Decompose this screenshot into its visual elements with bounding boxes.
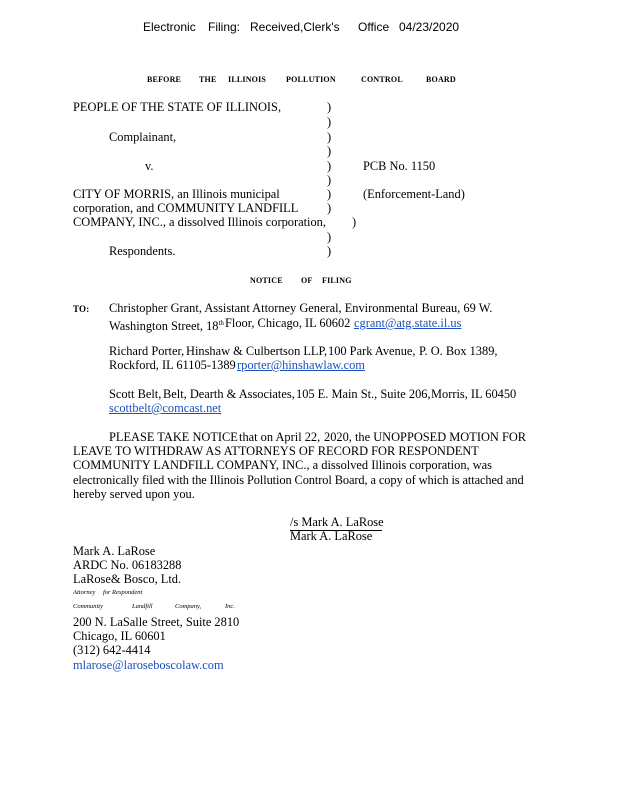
caption-paren: ) [327, 187, 332, 201]
caption-paren: ) [327, 100, 332, 114]
signature-slash: /s Mark A. LaRose [290, 515, 384, 529]
attorney-word-2: for [103, 589, 111, 596]
belt-name: Scott Belt, [109, 387, 162, 401]
versus-label: v. [145, 159, 154, 173]
paragraph-line-1b: that on April 22, [239, 430, 321, 444]
caption-paren: ) [327, 144, 332, 158]
header-electronic: Electronic [143, 20, 196, 34]
defendant-line-3: COMPANY, INC., a dissolved Illinois corporation, [73, 215, 326, 229]
notice-word-of: OF [301, 276, 313, 285]
defendant-line-2: corporation, and COMMUNITY LANDFILL [73, 201, 299, 215]
grant-street: Washington Street, 18 [109, 319, 219, 334]
client-word-1: Community [73, 603, 103, 610]
signature-name: Mark A. LaRose [290, 529, 373, 543]
board-word-pollution: POLLUTION [286, 75, 336, 84]
grant-city: Floor, Chicago, IL 60602 [225, 316, 351, 330]
grant-sup: th [218, 319, 224, 327]
notice-word-notice: NOTICE [250, 276, 283, 285]
header-filing: Filing: [208, 20, 241, 34]
paragraph-line-2: LEAVE TO WITHDRAW AS ATTORNEYS OF RECORD FOR RESPONDENT [73, 444, 479, 458]
footer-city: Chicago, IL 60601 [73, 629, 166, 643]
notice-word-filing: FILING [322, 276, 352, 285]
case-type: (Enforcement-Land) [363, 187, 465, 201]
plaintiff-name: PEOPLE OF THE STATE OF ILLINOIS, [73, 100, 282, 114]
belt-email-link[interactable]: scottbelt@comcast.net [109, 401, 222, 415]
client-word-3: Company, [175, 603, 202, 610]
board-word-illinois: ILLINOIS [228, 75, 267, 84]
belt-firm: Belt, Dearth & Associates, [163, 387, 295, 401]
paragraph-line-4: electronically filed with the Illinois Pollution Control Board, a copy of which is attached and [73, 473, 524, 487]
respondents-label: Respondents. [109, 244, 176, 258]
belt-city: Morris, IL 60450 [431, 387, 517, 401]
paragraph-line-1c: 2020, the UNOPPOSED MOTION FOR [324, 430, 527, 444]
footer-address: 200 N. LaSalle Street, Suite 2810 [73, 615, 240, 629]
to-label: TO: [73, 304, 90, 314]
case-number: PCB No. 1150 [363, 159, 436, 173]
caption-paren: ) [327, 244, 332, 258]
defendant-line-1: CITY OF MORRIS, an Illinois municipal [73, 187, 280, 201]
porter-city: Rockford, IL 61105-1389 [109, 358, 236, 372]
footer-ardc: ARDC No. 06183288 [73, 558, 182, 572]
caption-paren: ) [327, 173, 332, 187]
caption-paren: ) [327, 159, 332, 173]
belt-street: 105 E. Main St., Suite 206, [296, 387, 431, 401]
footer-firm [73, 572, 181, 587]
porter-email-link[interactable]: rporter@hinshawlaw.com [237, 358, 365, 372]
attorney-word-3: Respondent [112, 589, 143, 596]
attorney-word-1: Attorney [73, 589, 96, 596]
porter-name: Richard Porter, [109, 344, 185, 358]
client-word-4: Inc. [225, 603, 235, 610]
client-word-2: Landfill [132, 603, 153, 610]
header-office: Office [358, 20, 390, 34]
porter-po-box: P. O. Box 1389, [419, 344, 498, 358]
paragraph-line-1a: PLEASE TAKE NOTICE [109, 430, 238, 444]
board-word-before: BEFORE [147, 75, 182, 84]
board-word-the: THE [199, 75, 217, 84]
grant-line-1: Christopher Grant, Assistant Attorney General, Environmental Bureau, 69 W. [109, 301, 493, 315]
porter-street: 100 Park Avenue, [328, 344, 416, 358]
grant-line-2 [109, 316, 224, 334]
complainant-label: Complainant, [109, 130, 177, 144]
footer-name: Mark A. LaRose [73, 544, 156, 558]
caption-paren: ) [352, 215, 357, 229]
header-received: Received,Clerk's [250, 20, 340, 34]
caption-paren: ) [327, 201, 332, 215]
header-date: 04/23/2020 [399, 20, 460, 34]
paragraph-line-3: COMMUNITY LANDFILL COMPANY, INC., a dissolved Illinois corporation, was [73, 458, 492, 472]
footer-firm-a: LaRose [73, 572, 111, 586]
footer-email-link[interactable]: mlarose@laroseboscolaw.com [73, 658, 224, 672]
caption-paren: ) [327, 115, 332, 129]
board-word-board: BOARD [426, 75, 456, 84]
caption-paren: ) [327, 230, 332, 244]
footer-firm-b: & Bosco, Ltd. [110, 572, 182, 586]
board-word-control: CONTROL [361, 75, 403, 84]
porter-firm: Hinshaw & Culbertson LLP, [186, 344, 328, 358]
footer-phone: (312) 642-4414 [73, 643, 151, 657]
paragraph-line-5: hereby served upon you. [73, 487, 195, 501]
grant-email-link[interactable]: cgrant@atg.state.il.us [354, 316, 462, 330]
caption-paren: ) [327, 130, 332, 144]
